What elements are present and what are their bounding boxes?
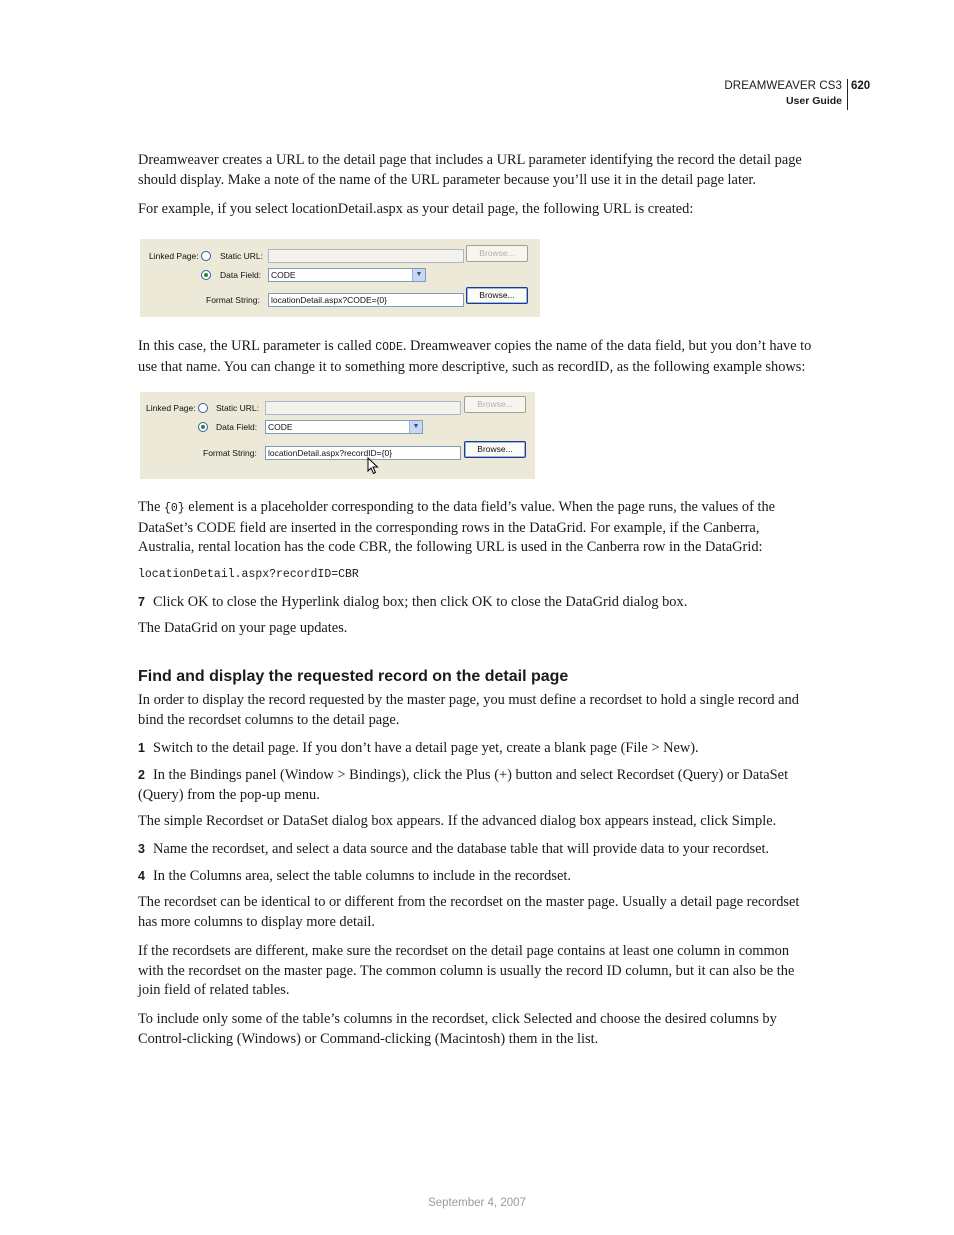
format-string-label: Format String: bbox=[203, 448, 257, 458]
static-url-label: Static URL: bbox=[220, 251, 263, 261]
code-example: locationDetail.aspx?recordID=CBR bbox=[138, 568, 359, 581]
data-field-select[interactable] bbox=[265, 420, 423, 434]
format-string-label: Format String: bbox=[206, 295, 260, 305]
format-string-browse-button[interactable]: Browse... bbox=[466, 287, 528, 304]
data-field-value: CODE bbox=[268, 422, 293, 432]
step-number: 3 bbox=[138, 842, 145, 856]
hyperlink-dialog-screenshot-2 bbox=[140, 392, 535, 479]
static-url-radio[interactable] bbox=[198, 403, 208, 413]
step-3: 3 Name the recordset, and select a data source and the database table that will provide data to your recordset. bbox=[138, 841, 770, 857]
mouse-pointer-icon bbox=[367, 457, 379, 475]
chevron-down-icon[interactable]: ▼ bbox=[409, 421, 422, 433]
step-number: 7 bbox=[138, 595, 145, 609]
inline-code: CODE bbox=[375, 341, 403, 354]
paragraph-include-columns: To include only some of the table’s columns in the recordset, click Selected and choose the desired columns by Control-clicking (Windows) or Command-clicking (Macintosh) them in the list. bbox=[138, 1011, 777, 1047]
static-url-label: Static URL: bbox=[216, 403, 259, 413]
data-field-select[interactable] bbox=[268, 268, 426, 282]
running-header bbox=[724, 79, 842, 109]
paragraph-url-parameter: Dreamweaver creates a URL to the detail page that includes a URL parameter identifying the record the detail page should display. Make a note of the name of the URL parameter because you’ll use it in the detail page later. bbox=[138, 152, 802, 188]
paragraph-recordsets-different: If the recordsets are different, make sure the recordset on the detail page contains at least one column in common with the recordset on the master page. The common column is usually the record ID column, but it can also be the join field of related tables. bbox=[138, 943, 795, 999]
step-number: 1 bbox=[138, 741, 145, 755]
data-field-label: Data Field: bbox=[216, 422, 258, 432]
step-2: 2 In the Bindings panel (Window > Bindings), click the Plus (+) button and select Recordset (Query) or DataSet (Query) from the pop-up menu. bbox=[138, 767, 789, 803]
static-url-browse-button[interactable]: Browse... bbox=[464, 396, 526, 413]
chevron-down-icon[interactable]: ▼ bbox=[412, 269, 425, 281]
step-1: 1 Switch to the detail page. If you don’t have a detail page yet, create a blank page (File > New). bbox=[138, 740, 699, 756]
static-url-field[interactable] bbox=[265, 401, 461, 415]
data-field-radio[interactable] bbox=[201, 270, 211, 280]
data-field-label: Data Field: bbox=[220, 270, 262, 280]
paragraph-datagrid-updates: The DataGrid on your page updates. bbox=[138, 620, 348, 636]
static-url-browse-button[interactable]: Browse... bbox=[466, 245, 528, 262]
paragraph-define-recordset: In order to display the record requested by the master page, you must define a recordset to hold a single record and bind the recordset columns to the detail page. bbox=[138, 692, 799, 728]
step-number: 4 bbox=[138, 869, 145, 883]
step-number: 2 bbox=[138, 768, 145, 782]
footer-date: September 4, 2007 bbox=[428, 1197, 526, 1209]
section-heading: Find and display the requested record on the detail page bbox=[138, 668, 569, 685]
linked-page-label: Linked Page: bbox=[146, 403, 196, 413]
linked-page-label: Linked Page: bbox=[149, 251, 199, 261]
paragraph-recordset-identical: The recordset can be identical to or different from the recordset on the master page. Usually a detail page recordset has more columns to display more detail. bbox=[138, 894, 800, 930]
data-field-value: CODE bbox=[271, 270, 296, 280]
data-field-radio[interactable] bbox=[198, 422, 208, 432]
step-4: 4 In the Columns area, select the table columns to include in the recordset. bbox=[138, 868, 571, 884]
paragraph-url-parameter-name: In this case, the URL parameter is called CODE. Dreamweaver copies the name of the data field, but you don’t have to use that name. You can change it to something more descriptive, such as recordID, as the following example shows: bbox=[138, 338, 812, 375]
static-url-field[interactable] bbox=[268, 249, 464, 263]
page-number: 620 bbox=[851, 80, 871, 92]
guide-name: User Guide bbox=[785, 95, 842, 107]
format-string-field[interactable]: locationDetail.aspx?recordID={0} bbox=[265, 446, 461, 460]
format-string-field[interactable]: locationDetail.aspx?CODE={0} bbox=[268, 293, 464, 307]
product-name: DREAMWEAVER CS3 bbox=[724, 80, 842, 92]
header-divider bbox=[847, 79, 848, 110]
paragraph-simple-dialog: The simple Recordset or DataSet dialog box appears. If the advanced dialog box appears instead, click Simple. bbox=[138, 813, 777, 829]
format-string-browse-button[interactable]: Browse... bbox=[464, 441, 526, 458]
inline-code: {0} bbox=[163, 502, 185, 515]
static-url-radio[interactable] bbox=[201, 251, 211, 261]
step-7: 7 Click OK to close the Hyperlink dialog box; then click OK to close the DataGrid dialog box. bbox=[138, 594, 688, 610]
paragraph-placeholder: The {0} element is a placeholder corresponding to the data field’s value. When the page runs, the values of the DataSet’s CODE field are inserted in the corresponding rows in the DataGrid. For example, if the Canberra, Australia, rental location has the code CBR, the following URL is used in the Canberra row in the DataGrid: bbox=[138, 499, 776, 556]
paragraph-example-intro: For example, if you select locationDetail.aspx as your detail page, the following URL is created: bbox=[138, 201, 694, 217]
hyperlink-dialog-screenshot-1 bbox=[140, 239, 540, 317]
